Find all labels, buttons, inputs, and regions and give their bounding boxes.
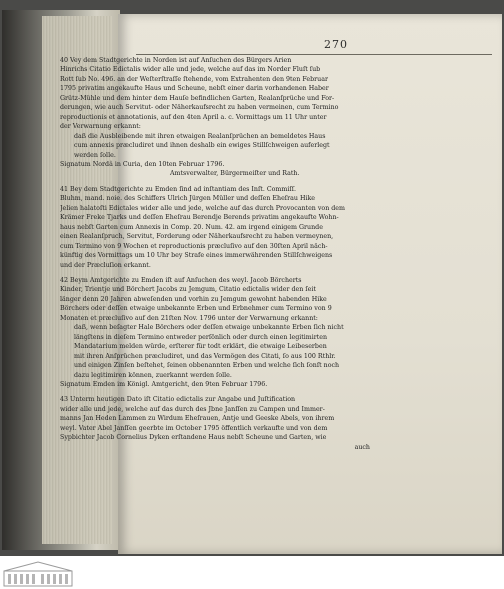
text-line: 43 Unterm heutigen Dato iſt Citatio edictalis zur Angabe und Juſtification [60,396,296,404]
library-building-logo [3,561,73,587]
footer-band [0,556,504,589]
text-line: dazu legitimiren können, zuerkannt werden ſolle. [74,371,232,379]
signature-line: Amtsverwalter, Bürgermeiſter und Rath. [170,170,300,178]
text-line: länger denn 20 Jahren abweſenden und vorhin zu Jemgum gewohnt habenden Hike [60,295,327,303]
text-line: Bluhm, mand. noie. des Schiffers Ulrich Jürgen Müller und deſſen Eheſrau Hike [60,195,315,203]
text-line: und einigen Zinſen beſtehet, ſeinen obbenannten Erben und welche ſich ſonſt noch [74,362,340,370]
text-line: manns Jan Heden Lammen zu Wirdum Eheſrauen, Antje und Geeske Abels, von ihrem [60,415,335,423]
text-line: Jelien halatoſti Edictales wider alle und jede, welche auf das durch Provocanten von dem [60,204,345,212]
text-line: daß die Ausbleibende mit ihren etwaigen Realanſprüchen an bemeldetes Haus [74,132,326,140]
text-line: Sypbichter Jacob Cornelius Dyken erſtandene Haus nebſt Scheune und Garten, wie [60,434,327,442]
header-rule [136,54,492,55]
text-line: Börchers oder deſſen etwaige unbekannte Erben und Erbnehmer cum Termino von 9 [60,305,332,313]
text-line: werden ſolle. [74,151,116,159]
text-line: Rott ſub No. 496. an der Weſterſtraſſe ſtehende, vom Extrahenten den 9ten Februar [60,75,328,83]
text-line: einen Realanſpruch, Servitut, Forderung oder Näherkaufsrecht zu haben vermeynen, [60,233,334,241]
text-line: 41 Bey dem Stadtgerichte zu Emden ſind ad inſtantiam des Inſt. Commiſſ. [60,185,297,193]
text-line: Hinrichs Citatio Edictalis wider alle und jede, welche auf das im Norder Fluſt ſub [60,66,321,74]
notice-43 [60,395,370,452]
text-line: längſtens in dieſem Termino entweder perſönlich oder durch einen legitimirten [74,333,328,341]
text-line: daß, wenn beſagter Hale Börchers oder deſſen etwaige unbekannte Erben ſich nicht [74,324,344,332]
text-line: 42 Beym Amtgerichte zu Emden iſt auf Anſuchen des weyl. Jacob Börcherts [60,276,302,284]
text-line: künftig des Vormittags um 10 Uhr bey Strafe eines immerwährenden Stillſchweigens [60,252,333,260]
page-text [60,56,370,452]
catchword: auch [354,443,370,451]
text-line: haus nebſt Garten cum Annexis in Comp. 20. Num. 42. am irgend einigem Grunde [60,223,323,231]
text-line: weyl. Vater Abel Janſſen geerbte im October 1795 öffentlich verkaufte und von dem [60,424,328,432]
text-line: Monaten et præcluſivo auf den 21ſten Nov. 1796 unter der Verwarnung erkannt: [60,314,318,322]
notice-42 [60,276,370,389]
text-line: und der Præcluſion erkannt. [60,261,151,269]
signature-line: Signatum Emden im Königl. Amtgericht, den 9ten Februar 1796. [60,380,268,388]
notice-40 [60,56,370,179]
text-line: 40 Vey dem Stadtgerichte in Norden ist auf Anſuchen des Bürgers Arien [60,57,292,64]
text-line: der Verwarnung erkannt: [60,123,141,131]
text-line: Grütz-Mühle und dem hinter dem Hauſe befindlichen Garten, Realanſprüche und For- [60,94,335,102]
text-line: Mandatarium melden würde, erſterer für todt erklärt, die etwaige Leibeserben [74,343,327,351]
text-line: reproductionis et annotationis, auf den 4ten April a. c. Vormittags um 11 Uhr unter [60,113,327,121]
text-line: 1795 privatim angekaufte Haus und Scheune, nebſt einer darin vorhandenen Haber [60,85,329,93]
text-line: cum Termino von 9 Wochen et reproductionis præcluſivo auf den 30ſten April näch- [60,242,328,250]
text-line: Kinder, Trientje und Börchert Jacobs zu Jemgum, Citatio edictalis wider den ſeit [60,286,316,294]
text-line: derungen, wie auch Servitut- oder Näherkaufsrecht zu haben vermeinen, cum Termino [60,104,339,112]
page-number: 270 [324,38,348,51]
notice-41 [60,185,370,270]
text-line: wider alle und jede, welche auf das durch des Jbne Janſſen zu Campen und Immer- [60,405,325,413]
text-line: Krämer Freke Tjarks und deſſen Eheſrau Berendje Berends privatim angekaufte Wohn- [60,214,339,222]
text-line: mit ihren Anſprüchen præcludiret, und das Vermögen des Citati, ſo aus 100 Rthlr. [74,352,336,360]
signature-line: Signatum Nordâ in Curia, den 10ten Februar 1796. [60,160,225,168]
text-line: cum annexis præcludiret und ihnen deshalb ein ewiges Stillſchweigen auferlegt [74,142,330,150]
